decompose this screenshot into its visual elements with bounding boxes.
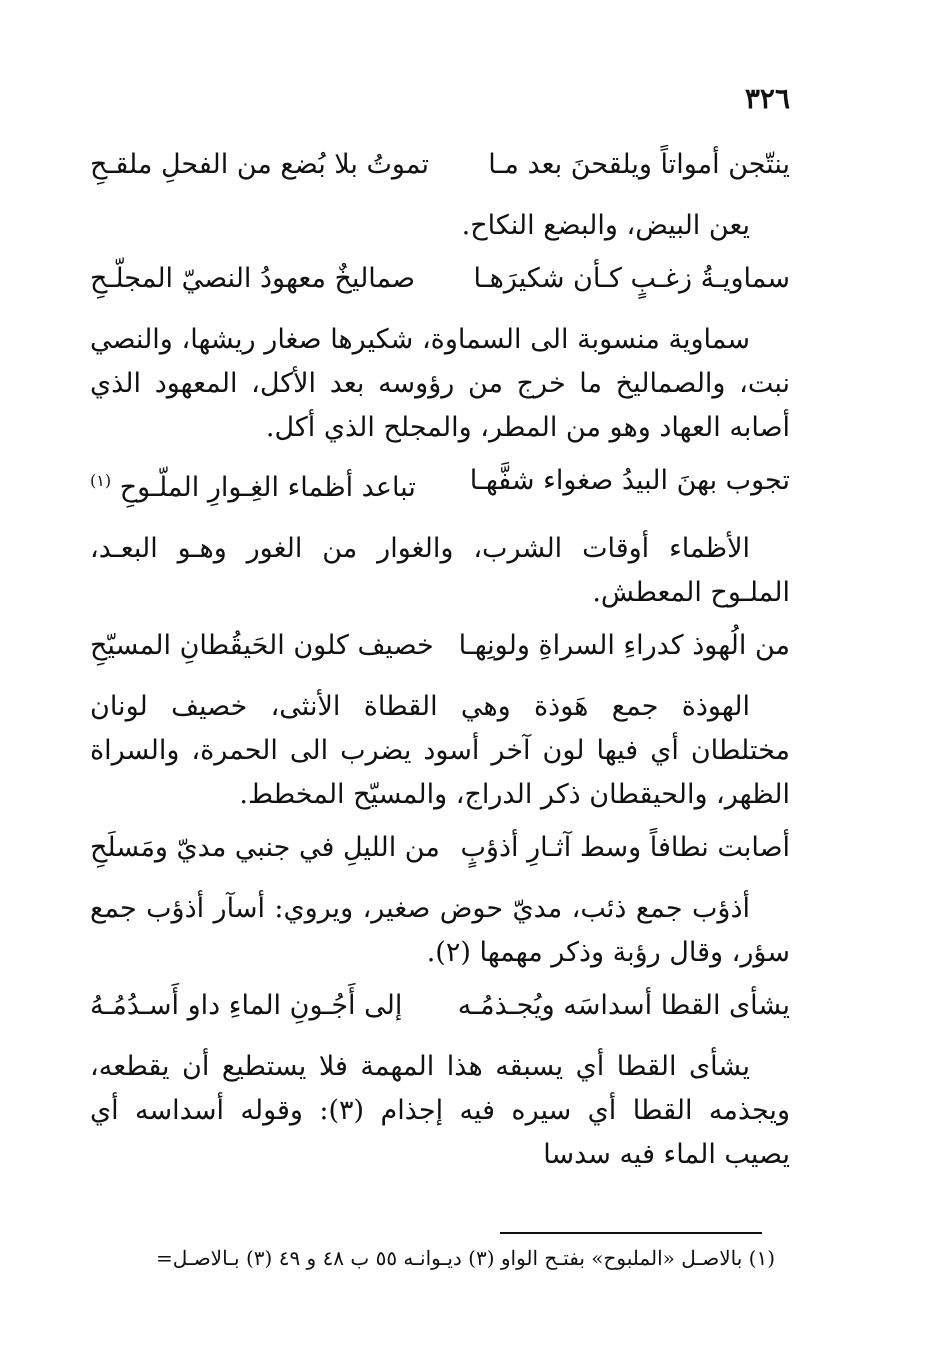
commentary-paragraph [90,685,790,817]
verse-text: تباعد أظماء الغِـوارِ الملّـوحِ [119,472,416,503]
commentary-paragraph [90,318,790,450]
verse-first-hemistich: من الُهوذ كدراءِ السراةِ ولونِهـا [458,630,790,661]
commentary-paragraph [90,1045,790,1177]
commentary-text: سماوية منسوبة الى السماوة، شكيرها صغار ريشها، والنصي نبت، والصماليخ ما خرج من رؤوسه بعد الأكل، المعهود الذي أصابه العهاد وهو من المطر، والمجلح الذي أكل. [90,324,790,443]
commentary-text: يعن البيض، والبضع النكاح. [461,210,750,241]
verse-line [90,140,790,190]
commentary-text: يشأى القطا أي يسبقه هذا المهمة فلا يستطيع أن يقطعه، ويجذمه القطا أي سيره فيه إجذام (٣): وقوله أسداسه أي يصيب الماء فيه سدسا [90,1051,790,1170]
footnotes: (١) بالاصـل «الملبوح» بفتـح الواو (٣) ديـوانـه ٥٥ ب ٤٨ و ٤٩ (٣) بـالاصـل= [155,1246,775,1270]
verse-second-hemistich: إلى أَجُـونِ الماءِ داو أَسـدُمُـهُ [90,990,403,1021]
verse-second-hemistich: خصيف كلون الحَيقُطانِ المسيّحِ [90,630,434,661]
commentary-text: الهوذة جمع هَوذة وهي القطاة الأنثى، خصيف لونان مختلطان أي فيها لون آخر أسود يضرب الى الحمرة، والسراة الظهر، والحيقطان ذكر الدراج، والمسيّح المخطط. [90,691,790,810]
commentary-text: أذؤب جمع ذئب، مديّ حوض صغير، ويروي: أسآر أذؤب جمع سؤر، وقال رؤبة وذكر مهمها (٢). [90,893,790,968]
commentary-paragraph [90,527,790,615]
verse-line [90,254,790,304]
verse-text: تجوب بهنَ البيدُ صغواء شفَّهـا [469,465,790,496]
verse-first-hemistich: يشأى القطا أسداسَه ويُجـذمُـه [457,990,790,1021]
commentary-paragraph [90,887,790,975]
commentary-paragraph [90,204,790,248]
verse-line [90,981,790,1031]
verse-second-hemistich: صماليخٌ معهودُ النصيّ المجلّـحِ [90,263,416,294]
verse-second-hemistich [90,456,416,513]
verse-first-hemistich: ينتّجن أمواتاً ويلقحنَ بعد مـا [488,149,790,180]
verse-second-hemistich: من الليلِ في جنبي مديّ ومَسلَحِ [90,832,440,863]
verse-line [90,456,790,513]
verse-first-hemistich [470,456,790,513]
verse-first-hemistich: سماويـةُ زغـبٍ كـأن شكيرَهـا [473,263,790,294]
verse-second-hemistich: تموتُ بلا بُضع من الفحلِ ملقـحِ [90,149,430,180]
verse-line [90,823,790,873]
verse-first-hemistich: أصابت نطافاً وسط آثـارِ أذؤبٍ [460,832,790,863]
page-number: ٣٢٦ [744,82,790,115]
footnote-reference: (١) [90,471,112,490]
footnote-divider [500,1232,762,1234]
page-body [90,140,790,1183]
verse-line [90,621,790,671]
commentary-text: الأظماء أوقات الشرب، والغوار من الغور وهـو البعـد، الملـوح المعطش. [90,533,790,608]
